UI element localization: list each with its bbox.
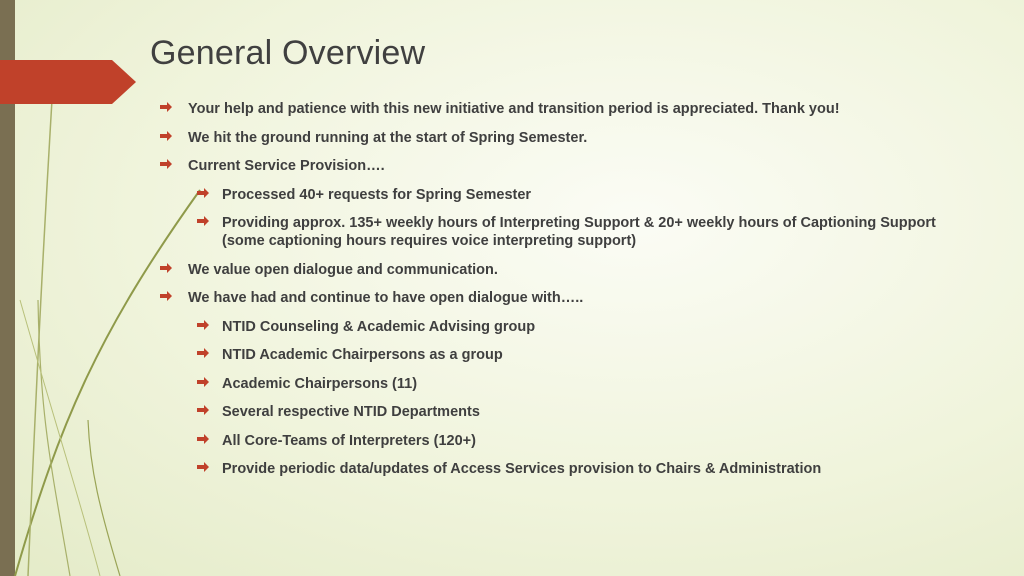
bullet-text: Academic Chairpersons (11) [222,375,418,392]
bullet-item [160,289,980,307]
bullet-item [160,157,980,175]
slide-title: General Overview [150,34,426,72]
arrow-bullet-icon [197,348,209,358]
bullet-item [160,129,980,147]
bullet-text: We hit the ground running at the start of Spring Semester. [188,129,588,146]
sub-bullet-item [160,460,980,478]
decor-curve-5 [88,420,120,576]
bullet-text: All Core-Teams of Interpreters (120+) [222,432,476,449]
decor-curve-2 [28,100,52,576]
bullet-text: We value open dialogue and communication. [188,261,498,278]
decor-curve-3 [38,300,70,576]
bullet-text: NTID Counseling & Academic Advising group [222,318,536,335]
sub-bullet-item [160,186,980,204]
arrow-bullet-icon [197,462,209,472]
bullet-text: We have had and continue to have open dialogue with….. [188,290,584,306]
arrow-bullet-icon [160,291,172,301]
arrow-bullet-icon [197,377,209,387]
arrow-bullet-icon [160,263,172,273]
bullet-text: Providing approx. 135+ weekly hours of Interpreting Support & 20+ weekly hours of Captioning Support (some captioning hours requires voice interpreting support) [222,215,936,249]
arrow-bullet-icon [160,159,172,169]
arrow-bullet-icon [197,188,209,198]
bullet-text: Current Service Provision…. [188,158,385,174]
bullet-text: Several respective NTID Departments [222,404,480,420]
arrow-bullet-icon [197,216,209,226]
bullet-text: NTID Academic Chairpersons as a group [222,347,503,363]
bullet-list [160,100,980,489]
bullet-text: Your help and patience with this new initiative and transition period is appreciated. Thank you! [188,101,840,117]
arrow-bullet-icon [160,102,172,112]
title-accent-shape [0,60,136,104]
sub-bullet-item [160,346,980,364]
sub-bullet-item [160,432,980,450]
bullet-text: Processed 40+ requests for Spring Semester [222,186,532,203]
arrow-bullet-icon [197,320,209,330]
sub-bullet-item [160,318,980,336]
title-accent-tab [0,60,136,104]
bullet-item [160,261,980,279]
sub-bullet-item [160,403,980,421]
decor-curve-4 [20,300,100,576]
sub-bullet-item [160,375,980,393]
sub-bullet-item [160,214,942,250]
arrow-bullet-icon [197,405,209,415]
arrow-bullet-icon [160,131,172,141]
bullet-text: Provide periodic data/updates of Access Services provision to Chairs & Administration [222,461,822,477]
bullet-item [160,100,980,118]
arrow-bullet-icon [197,434,209,444]
